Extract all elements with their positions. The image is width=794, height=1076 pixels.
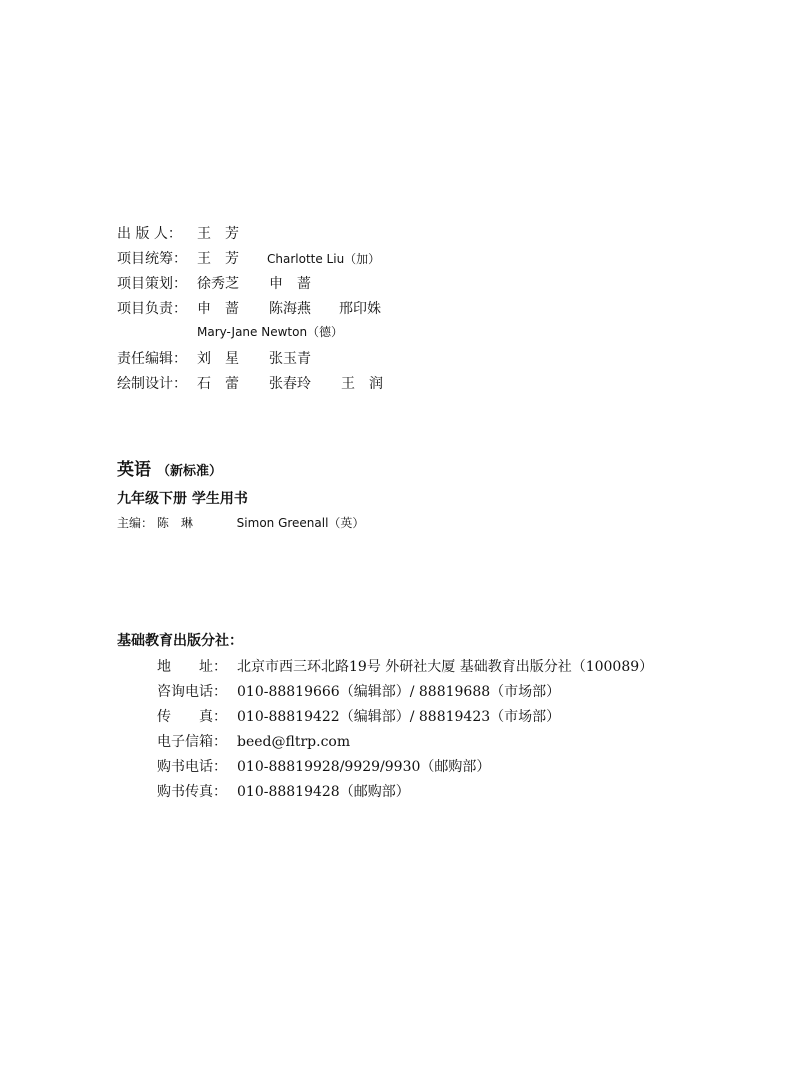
publisher-name: 基础教育出版分社： xyxy=(117,633,243,649)
credit-row-lead xyxy=(117,298,383,323)
credit-row-coordination xyxy=(117,248,383,273)
credit-label: 项目统筹： xyxy=(117,251,187,267)
publisher-value: beed@fltrp.com xyxy=(237,734,351,750)
credit-value: 刘 星 xyxy=(197,351,239,367)
publisher-value: 010-88819666（编辑部）/ 88819688（市场部） xyxy=(237,684,561,700)
editor-label: 主编： xyxy=(117,516,154,530)
publisher-row-order-fax xyxy=(157,781,653,806)
editor-name: Simon Greenall（英） xyxy=(236,516,365,530)
credit-value: 邢印姝 xyxy=(339,301,381,317)
publisher-label: 咨询电话： xyxy=(157,684,227,700)
publisher-row-phone xyxy=(157,681,653,706)
publisher-value: 010-88819928/9929/9930（邮购部） xyxy=(237,759,491,775)
book-grade: 九年级下册 学生用书 xyxy=(117,491,248,507)
credit-label: 绘制设计： xyxy=(117,376,187,392)
editor-name: 陈 琳 xyxy=(156,516,193,530)
credits-block xyxy=(117,223,383,398)
credit-value: 张春玲 xyxy=(269,376,311,392)
publisher-row-fax xyxy=(157,706,653,731)
credit-value: 申 蔷 xyxy=(269,276,311,292)
publisher-label: 地 址： xyxy=(157,659,227,675)
credit-row-lead-cont xyxy=(117,323,383,348)
credit-label: 项目策划： xyxy=(117,276,187,292)
publisher-row-address xyxy=(157,656,653,681)
credit-row-publisher xyxy=(117,223,383,248)
book-title: 英语 xyxy=(117,460,151,480)
credit-row-editors xyxy=(117,348,383,373)
publisher-value: 010-88819428（邮购部） xyxy=(237,784,410,800)
credit-label: 出 版 人： xyxy=(117,226,182,242)
credit-row-design xyxy=(117,373,383,398)
credit-value: 申 蔷 xyxy=(197,301,239,317)
publisher-label: 电子信箱： xyxy=(157,734,227,750)
credit-value: Mary-Jane Newton（德） xyxy=(197,325,344,339)
publisher-block xyxy=(117,630,653,806)
publisher-label: 购书电话： xyxy=(157,759,227,775)
publisher-value: 北京市西三环北路19号 外研社大厦 基础教育出版分社（100089） xyxy=(237,659,654,675)
credit-value: 石 蕾 xyxy=(197,376,239,392)
credit-value: Charlotte Liu（加） xyxy=(267,252,381,266)
credit-label: 项目负责： xyxy=(117,301,187,317)
credit-value: 徐秀芝 xyxy=(197,276,239,292)
publisher-row-order-phone xyxy=(157,756,653,781)
publisher-label: 购书传真： xyxy=(157,784,227,800)
credit-value: 陈海燕 xyxy=(269,301,311,317)
credit-value: 张玉青 xyxy=(269,351,311,367)
publisher-label: 传 真： xyxy=(157,709,227,725)
book-editors xyxy=(117,514,364,531)
credit-value: 王 芳 xyxy=(197,226,239,242)
credit-value: 王 芳 xyxy=(197,251,239,267)
credit-row-planning xyxy=(117,273,383,298)
credit-value: 王 润 xyxy=(341,376,383,392)
publisher-row-email xyxy=(157,731,653,756)
credit-label: 责任编辑： xyxy=(117,351,187,367)
book-subtitle: （新标准） xyxy=(157,464,223,479)
book-title-block xyxy=(117,455,364,531)
publisher-value: 010-88819422（编辑部）/ 88819423（市场部） xyxy=(237,709,561,725)
